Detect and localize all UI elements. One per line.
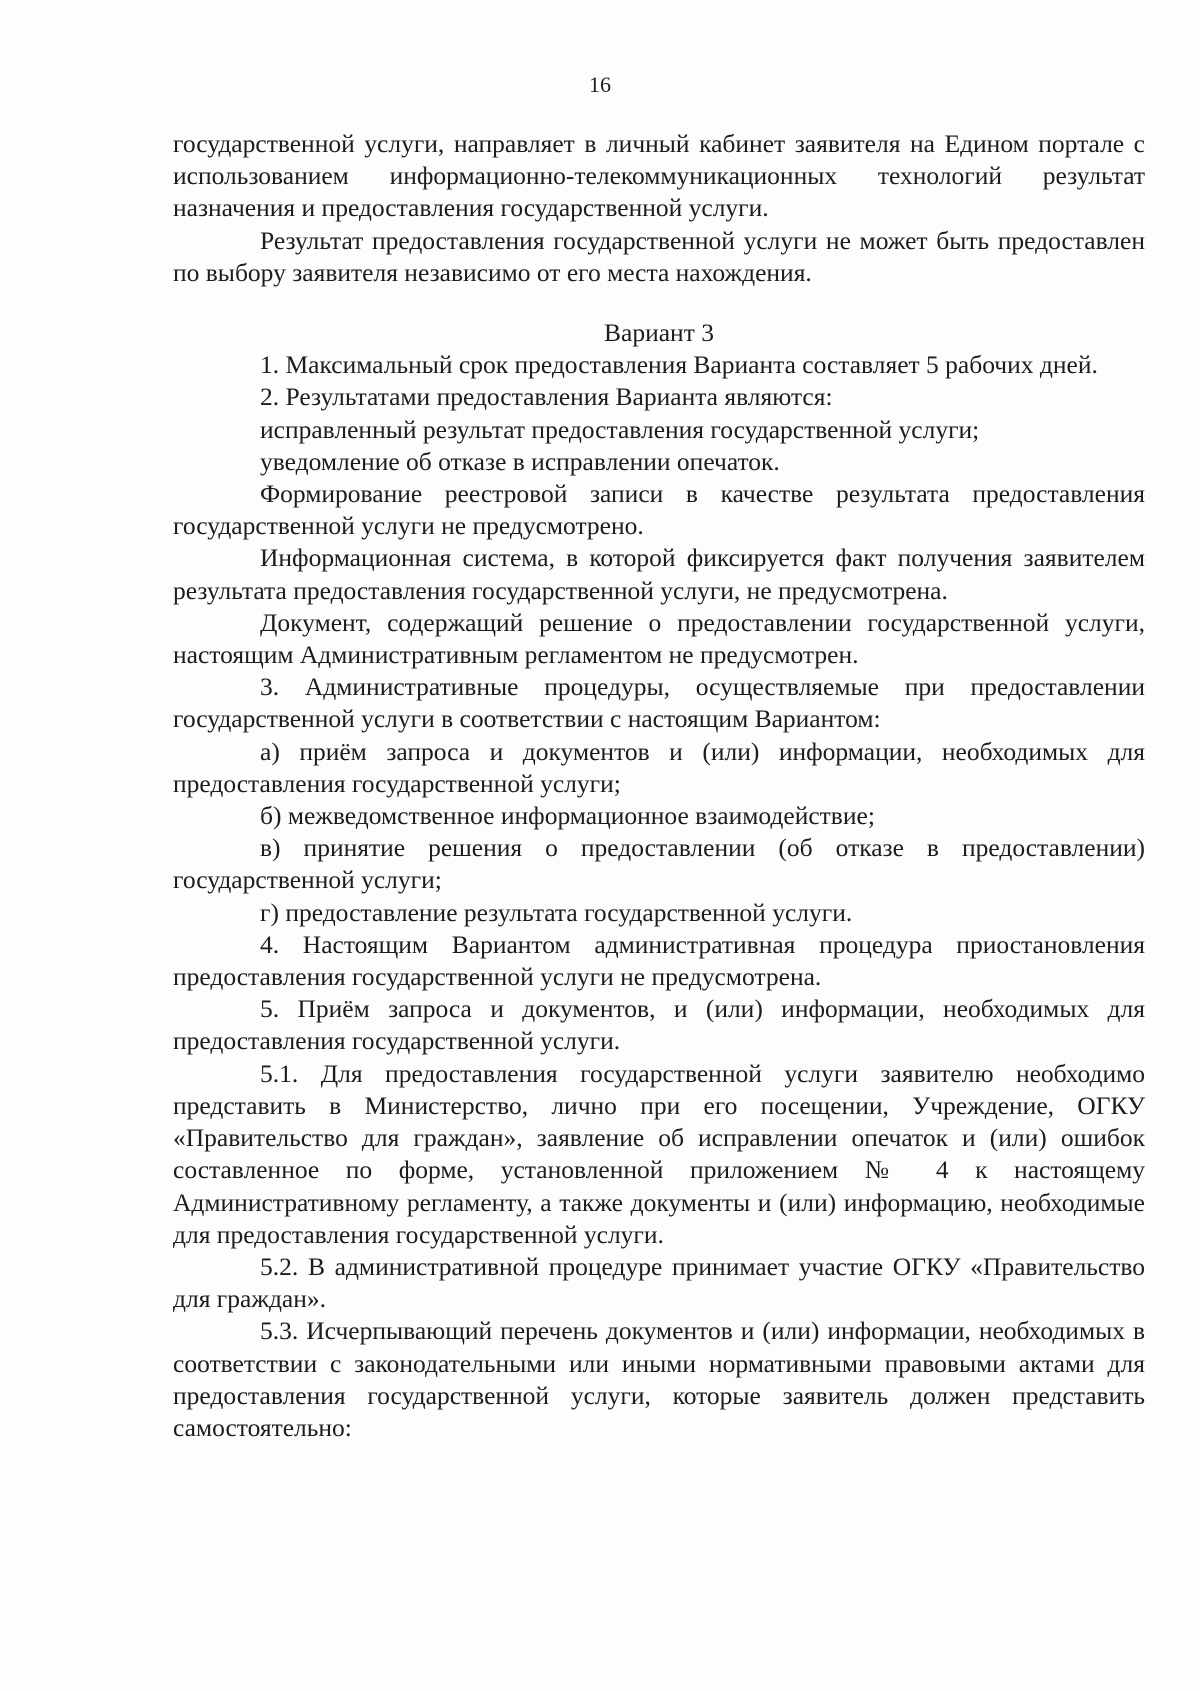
paragraph-result-refusal: уведомление об отказе в исправлении опечаток. bbox=[260, 446, 780, 476]
paragraph-registry-record: Формирование реестровой записи в качестве результата предоставления государственной услуги не предусмотрено. bbox=[173, 479, 1145, 541]
section-heading: Вариант 3 bbox=[604, 318, 714, 348]
paragraph-result-not-by-choice: Результат предоставления государственной услуги не может быть предоставлен по выбору заявителя независимо от его места нахождения. bbox=[173, 225, 1145, 287]
paragraph-item-4: 4. Настоящим Вариантом административная процедура приостановления предоставления государственной услуги не предусмотрена. bbox=[173, 929, 1145, 992]
paragraph-item-1: 1. Максимальный срок предоставления Варианта составляет 5 рабочих дней. bbox=[260, 350, 1098, 380]
paragraph-decision-document: Документ, содержащий решение о предоставлении государственной услуги, настоящим Административным регламентом не предусмотрен. bbox=[173, 607, 1145, 670]
page-number: 16 bbox=[589, 72, 611, 97]
paragraph-info-system: Информационная система, в которой фиксируется факт получения заявителем результата предоставления государственной услуги, не предусмотрена. bbox=[173, 543, 1145, 605]
paragraph-result-corrected: исправленный результат предоставления государственной услуги; bbox=[260, 414, 980, 444]
paragraph-item-5: 5. Приём запроса и документов, и (или) информации, необходимых для предоставления государственной услуги. bbox=[173, 994, 1145, 1056]
paragraph-item-5-1: 5.1. Для предоставления государственной услуги заявителю необходимо представить в Министерство, лично при его посещении, Учреждение, ОГКУ «Правительство для граждан», заявление об исправлении опечаток и (или) ошибок составленное по форме, установленной приложением № 4 к настоящему Административному регламенту, а также документы и (или) информацию, необходимые для предоставления государственной услуги. bbox=[173, 1058, 1145, 1249]
paragraph-subitem-b: б) межведомственное информационное взаимодействие; bbox=[260, 801, 875, 831]
paragraph-subitem-a: а) приём запроса и документов и (или) информации, необходимых для предоставления государственной услуги; bbox=[173, 736, 1145, 798]
document-body bbox=[173, 128, 1145, 1444]
spacer bbox=[173, 289, 1145, 317]
paragraph-continuation: государственной услуги, направляет в личный кабинет заявителя на Едином портале с использованием информационно-телекоммуникационных технологий результат назначения и предоставления государственной услуги. bbox=[173, 129, 1145, 223]
paragraph-item-5-3: 5.3. Исчерпывающий перечень документов и (или) информации, необходимых в соответствии с законодательными или иными нормативными правовыми актами для предоставления государственной услуги, которые заявитель должен представить самостоятельно: bbox=[173, 1316, 1145, 1442]
paragraph-subitem-v: в) принятие решения о предоставлении (об отказе в предоставлении) государственной услуги; bbox=[173, 833, 1145, 895]
paragraph-item-2: 2. Результатами предоставления Варианта являются: bbox=[260, 382, 833, 412]
paragraph-item-3: 3. Административные процедуры, осуществляемые при предоставлении государственной услуги в соответствии с настоящим Вариантом: bbox=[173, 672, 1145, 734]
paragraph-subitem-g: г) предоставление результата государственной услуги. bbox=[260, 897, 853, 927]
paragraph-item-5-2: 5.2. В административной процедуре принимает участие ОГКУ «Правительство для граждан». bbox=[173, 1251, 1145, 1314]
